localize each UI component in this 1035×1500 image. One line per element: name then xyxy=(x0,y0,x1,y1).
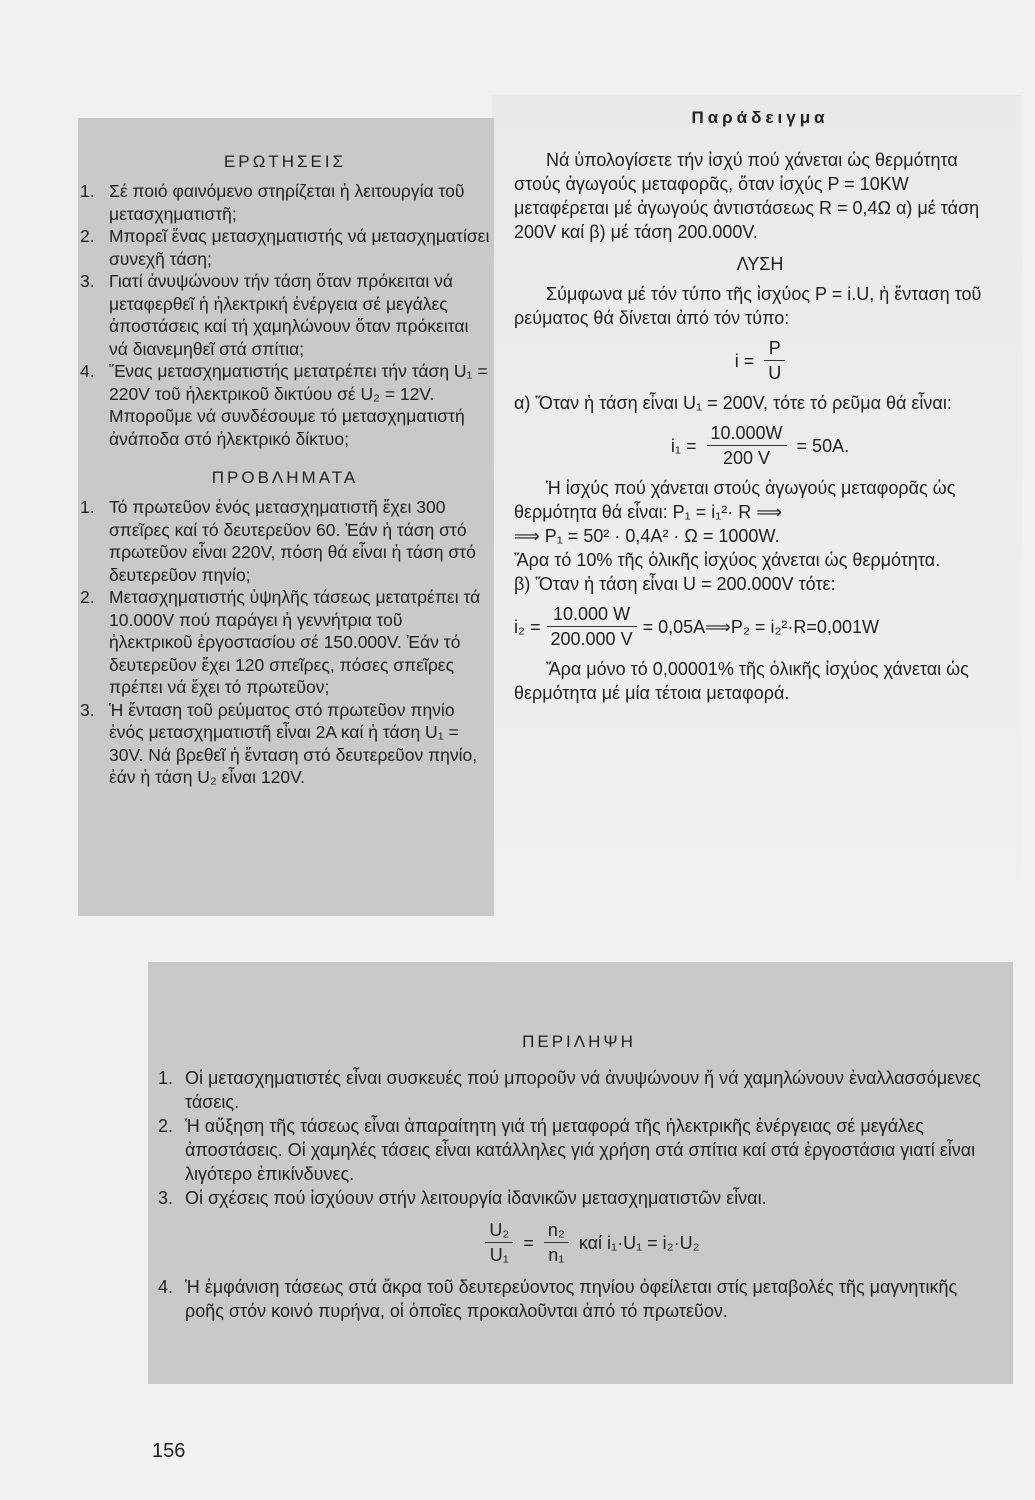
question-text: Σέ ποιό φαινόμενο στηρίζεται ἡ λειτουργία τοῦ μετασχηματιστῆ; xyxy=(109,181,465,224)
questions-list xyxy=(80,180,490,450)
fraction-numerator: n₂ xyxy=(544,1218,569,1243)
equals-sign: = xyxy=(523,1232,534,1253)
fraction-numerator: P xyxy=(764,336,785,361)
solution-heading: ΛΥΣΗ xyxy=(736,254,784,274)
example-section xyxy=(514,106,1006,705)
equation-rhs: = 0,05A⟹P₂ = i₂²·R=0,001W xyxy=(642,616,879,637)
fraction-denominator: 200 V xyxy=(723,448,771,468)
formula-fraction xyxy=(764,336,785,385)
summary-number: 4. xyxy=(158,1277,174,1297)
example-title: Παράδειγμα xyxy=(691,108,829,127)
problem-number: 2. xyxy=(80,587,95,607)
question-item xyxy=(80,180,490,225)
problem-item xyxy=(80,699,490,789)
summary-item xyxy=(158,1114,1000,1186)
question-number: 2. xyxy=(80,226,95,246)
turns-ratio xyxy=(544,1218,569,1267)
fraction-denominator: n₁ xyxy=(548,1245,565,1265)
voltage-ratio xyxy=(485,1218,513,1267)
problem-item xyxy=(80,496,490,586)
question-text: Γιατί ἀνυψώνουν τήν τάση ὅταν πρόκειται νά μεταφερθεῖ ἡ ἠλεκτρική ἐνέργεια σέ μεγάλες ἀποστάσεις καί τή χαμηλώνουν ὅταν πρόκειται νά διανεμηθεῖ στά σπίτια; xyxy=(109,271,469,359)
example-problem: Νά ὑπολογίσετε τήν ἰσχύ πού χάνεται ὡς θερμότητα στούς ἀγωγούς μεταφορᾶς, ὅταν ἰσχύς P = 10KW μεταφέρεται μέ ἀγωγούς ἀντιστάσεως R = 0,4Ω α) μέ τάση 200V καί β) μέ τάση 200.000V. xyxy=(514,150,980,242)
summary-text: Οἱ σχέσεις πού ἰσχύουν στήν λειτουργία ἰδανικῶν μετασχηματιστῶν εἶναι. xyxy=(185,1188,767,1208)
summary-list xyxy=(158,1066,1000,1323)
question-text: Ἕνας μετασχηματιστής μετατρέπει τήν τάση U₁ = 220V τοῦ ἠλεκτρικοῦ δικτύου σέ U₂ = 12V. Μποροῦμε νά συνδέσουμε τό μετασχηματιστή ἀνάποδα στό ἠλεκτρικό δίκτυο; xyxy=(109,361,488,449)
problem-number: 3. xyxy=(80,699,95,720)
fraction-numerator: 10.000W xyxy=(707,421,787,446)
percent-a-text: Ἄρα τό 10% τῆς ὁλικῆς ἰσχύος χάνεται ὡς θερμότητα. xyxy=(514,550,941,570)
question-item xyxy=(80,360,490,450)
summary-number: 3. xyxy=(158,1188,174,1208)
summary-heading: ΠΕΡΙΛΗΨΗ xyxy=(522,1032,636,1051)
equation-lhs: i₂ = xyxy=(514,616,541,637)
question-number: 4. xyxy=(80,361,95,381)
page-number: 156 xyxy=(152,1440,186,1462)
loss-a-text: Ἡ ἰσχύς πού χάνεται στούς ἀγωγούς μεταφορᾶς ὡς θερμότητα θά εἶναι: P₁ = i₁²· R ⟹ xyxy=(514,478,956,522)
fraction-denominator: U xyxy=(768,363,782,383)
questions-section xyxy=(80,152,490,789)
summary-number: 2. xyxy=(158,1116,174,1136)
summary-item xyxy=(158,1275,1000,1323)
summary-text: Ἡ αὔξηση τῆς τάσεως εἶναι ἀπαραίτητη γιά τή μεταφορά τῆς ἠλεκτρικῆς ἐνέργειας σέ μεγάλες ἀποστάσεις. Οἱ χαμηλές τάσεις εἶναι κατάλληλες γιά χρήση στά σπίτια καί στά ἐργοστάσια γιατί εἶναι λιγότερο ἐπικίνδυνες. xyxy=(185,1116,976,1184)
equation-b xyxy=(514,602,1006,651)
problem-text: Μετασχηματιστής ὑψηλῆς τάσεως μετατρέπει τά 10.000V πού παράγει ἡ γεννήτρια τοῦ ἠλεκτρικοῦ ἐργοστασίου σέ 150.000V. Ἐάν τό δευτερεῦον ἔχει 120 σπεῖρες, πόσες σπεῖρες πρέπει νά ἔχει τό πρωτεῦον; xyxy=(109,587,481,697)
question-item xyxy=(80,225,490,270)
summary-item xyxy=(158,1186,1000,1267)
question-number: 3. xyxy=(80,271,95,291)
problem-text: Τό πρωτεῦον ἑνός μετασχηματιστῆ ἔχει 300 σπεῖρες καί τό δευτερεῦον 60. Ἐάν ἡ τάση στό πρωτεῦον εἶναι 220V, πόση θά εἶναι ἡ τάση στό δευτερεῦον πηνίο; xyxy=(109,497,476,585)
problems-heading: ΠΡΟΒΛΗΜΑΤΑ xyxy=(211,468,359,487)
problem-text: Ἡ ἔνταση τοῦ ρεύματος στό πρωτεῦον πηνίο ἑνός μετασχηματιστῆ εἶναι 2Α καί ἡ τάση U₁ = 30V. Νά βρεθεῖ ἡ ἔνταση στό δευτερεῦον πηνίο, ἐάν ἡ τάση U₂ εἶναι 120V. xyxy=(109,699,478,787)
transformer-relations xyxy=(185,1218,1000,1267)
fraction-denominator: 200.000 V xyxy=(550,629,633,649)
question-number: 1. xyxy=(80,181,95,201)
fraction-numerator: 10.000 W xyxy=(547,602,637,627)
problem-number: 1. xyxy=(80,497,95,517)
question-item xyxy=(80,270,490,360)
equation-fraction xyxy=(707,421,787,470)
summary-text: Οἱ μετασχηματιστές εἶναι συσκευές πού μποροῦν νά ἀνυψώνουν ἤ νά χαμηλώνουν ἐναλλασσόμενες τάσεις. xyxy=(185,1068,981,1112)
solution-intro: Σύμφωνα μέ τόν τύπο τῆς ἰσχύος P = i.U, ἡ ἔνταση τοῦ ρεύματος θά δίνεται ἀπό τόν τύπο: xyxy=(514,284,982,328)
question-text: Μπορεῖ ἕνας μετασχηματιστής νά μετασχηματίσει συνεχῆ τάση; xyxy=(109,226,490,269)
summary-item xyxy=(158,1066,1000,1114)
summary-number: 1. xyxy=(158,1068,174,1088)
formula-lhs: i = xyxy=(734,350,755,371)
problems-list xyxy=(80,496,490,789)
formula-i xyxy=(514,336,1006,385)
problem-item xyxy=(80,586,490,699)
equation-rhs: = 50A. xyxy=(796,435,850,456)
questions-heading: ΕΡΩΤΗΣΕΙΣ xyxy=(223,152,347,171)
part-a-text: α) Ὅταν ἡ τάση εἶναι U₁ = 200V, τότε τό ρεῦμα θά εἶναι: xyxy=(514,393,952,413)
summary-section xyxy=(158,1030,1000,1323)
part-b-text: β) Ὅταν ἡ τάση εἶναι U = 200.000V τότε: xyxy=(514,574,836,594)
percent-b-text: Ἄρα μόνο τό 0,00001% τῆς ὁλικῆς ἰσχύος χάνεται ὡς θερμότητα μέ μία τέτοια μεταφορά. xyxy=(514,659,969,703)
equation-lhs: i₁ = xyxy=(670,435,697,456)
fraction-numerator: U₂ xyxy=(485,1218,513,1243)
equation-a xyxy=(514,421,1006,470)
equation-fraction xyxy=(547,602,637,651)
loss-a-result: ⟹ P₁ = 50² · 0,4A² · Ω = 1000W. xyxy=(514,526,780,546)
summary-text: Ἡ ἐμφάνιση τάσεως στά ἄκρα τοῦ δευτερεύοντος πηνίου ὀφείλεται στίς μεταβολές τῆς μαγνητικῆς ροῆς στόν κοινό πυρήνα, οἱ ὁποῖες προκαλοῦνται ἀπό τό πρωτεῦον. xyxy=(185,1277,958,1321)
fraction-denominator: U₁ xyxy=(489,1245,509,1265)
power-relation: καί i₁·U₁ = i₂·U₂ xyxy=(578,1232,700,1253)
